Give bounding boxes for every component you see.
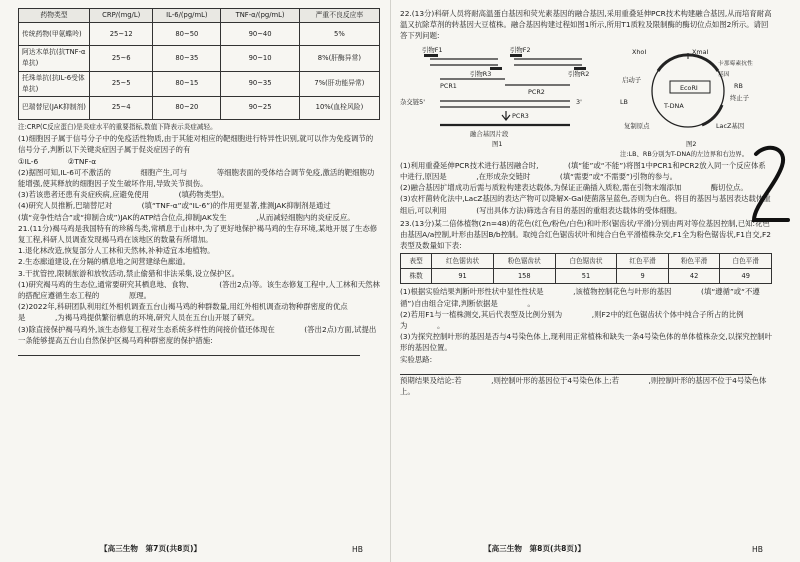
fig2-label: XmaⅠ — [692, 47, 709, 56]
left-footer-code: HB — [352, 545, 363, 554]
table-cell: 5% — [299, 23, 379, 46]
fig2-label: LacZ基因 — [716, 121, 745, 130]
fig1-label: 引物R3 — [470, 69, 492, 78]
fig1-label: 引物F2 — [510, 45, 531, 54]
figure-area — [400, 45, 772, 147]
table-cell: 25~12 — [90, 23, 153, 46]
q20-part: (4)研究人员推断,巴瑞替尼对 (填“TNF-α”或“IL-6”)的作用更显著,推测JAK抑制剂是通过 (填“竞争性结合”或“抑制合成”)JAK的ATP结合位点,抑制JAK发生 ,从而减轻细胞内的炎症反应。 — [18, 201, 361, 222]
fig2-label: RB — [734, 81, 743, 90]
table-cell: 9 — [617, 269, 669, 284]
table-cell: 80~35 — [153, 46, 221, 71]
fig1-label: PCR3 — [512, 111, 529, 120]
q22-part: (3)农杆菌转化法中,LacZ基因的表达产物可以降解X-Gal使菌落呈蓝色,否则为白色。将目的基因与基因表达载体重组后,可以利用 (写出具体方法)筛选含有目的基因的重组表达载体的受体细胞。 — [400, 194, 771, 215]
right-page — [400, 8, 772, 397]
q23-part: (1)根据实验结果判断叶形性状中显性性状是 ,该植物控制花色与叶形的基因 (填“遵循”或“不遵循”)自由组合定律,判断依据是 。 — [400, 287, 760, 308]
q23-part: (3)为探究控制叶形的基因是否与4号染色体上,现利用正常植株和缺失一条4号染色体的单体植株杂交,以探究控制叶形的基因位置。 — [400, 332, 772, 353]
q21-measure: 2.生态廊道建设,在分隔的栖息地之间营建绿色廊道。 — [18, 257, 190, 267]
q22-part: (1)利用重叠延伸PCR技术进行基因融合时, (填“能”或“不能”)将图1中PCR1和PCR2放入同一个反应体系中进行,原因是 ,在形成杂交链时 (填“需要”或“不需要”)引物的参与。 — [400, 160, 766, 182]
table-cell: 49 — [720, 269, 772, 284]
table-cell: 158 — [493, 269, 555, 284]
question-22-parts — [400, 160, 772, 216]
q21-measure: 1.退化林改造,恢复部分人工林和天然林,补种适宜本地植物。 — [18, 246, 215, 256]
q23-part: 实验思路: — [400, 354, 433, 364]
fig1-label: 引物F1 — [422, 45, 443, 54]
q22-part: (2)融合基因扩增成功后需与质粒构建表达载体,为保证正确插入质粒,需在引物末端添加 酶切位点。 — [400, 183, 748, 193]
left-page — [18, 8, 380, 356]
page-divider — [390, 0, 391, 562]
table-header: 白色锯齿状 — [555, 254, 617, 269]
fig1-label: 引物R2 — [568, 69, 590, 78]
table-row — [19, 97, 380, 120]
table-header: 表型 — [401, 254, 432, 269]
table-row — [19, 46, 380, 71]
fig1-label: 杂交链5' — [400, 97, 425, 106]
table-header: 红色锯齿状 — [432, 254, 494, 269]
table-header: TNF-α/(pg/mL) — [221, 9, 300, 23]
fig1-label: PCR1 — [440, 81, 457, 90]
phenotype-table — [400, 253, 772, 284]
fig2-caption: 图2 — [686, 139, 697, 148]
drug-table — [18, 8, 380, 120]
table-cell: 25~4 — [90, 97, 153, 120]
table-cell: 25~5 — [90, 71, 153, 96]
fig2-label: 终止子 — [730, 93, 750, 102]
table-cell: 8%(肝酶异常) — [299, 46, 379, 71]
q23-part: 预期结果及结论:若 ,则控制叶形的基因位于4号染色体上;若 ,则控制叶形的基因不位于4号染色体上。 — [400, 375, 767, 397]
q21-part: (3)除直接保护褐马鸡外,该生态修复工程对生态系统多样性的间接价值还体现在 (答出2点)方面,试提出一条能够提高五台山自然保护区褐马鸡种群密度的保护措施: — [18, 324, 377, 345]
fig1-pcr-diagram — [410, 45, 600, 141]
table-cell: 株数 — [401, 269, 432, 284]
figure-note: 注:LB、RB分别为T-DNA的左边界和右边界。 — [620, 149, 749, 158]
table-header-row — [19, 9, 380, 23]
answer-line — [18, 346, 360, 356]
q23-part: (2)若用F1与一植株测交,其后代表型及比例分别为 ,则F2中的红色锯齿状个体中纯合子所占的比例为 。 — [400, 309, 744, 331]
q23-stem: 23.(13分)某二倍体植物(2n=48)的花色(红色/粉色/白色)和叶形(锯齿状/平滑)分别由两对等位基因控制,已知:花色由基因A/a控制,叶形由基因B/b控制。取纯合红色锯齿状叶和纯合白色平滑植株杂交,F1全为粉色锯齿状,F1自交,F2表型及数量如下表: — [400, 218, 771, 251]
fig2-label: 启动子 — [622, 75, 642, 84]
table-header: 粉色平滑 — [668, 254, 720, 269]
table-cell: 25~6 — [90, 46, 153, 71]
table-cell: 90~35 — [221, 71, 300, 96]
q21-measure: 3.干扰管控,限制旅游和放牧活动,禁止偷猎和非法采集,设立保护区。 — [18, 268, 240, 278]
table-header: 药物类型 — [19, 9, 90, 23]
table-cell: 80~15 — [153, 71, 221, 96]
q20-part: (2)据图可知,IL-6可不激活的 细胞产生,可与 等细胞表面的受体结合调节免疫,激活的靶细胞功能增强,使其释放的细胞因子发生破坏作用,导致关节损伤。 — [18, 167, 375, 189]
table-cell: 90~40 — [221, 23, 300, 46]
table-cell: 10%(血栓风险) — [299, 97, 379, 120]
right-footer-code: HB — [752, 545, 763, 554]
q20-part: ①IL-6 ②TNF-α — [18, 156, 97, 166]
table-note: 注:CRP(C反应蛋白)是炎症水平的重要指标,数值下降表示炎症减轻。 — [18, 123, 217, 132]
table-cell: 90~10 — [221, 46, 300, 71]
table-row — [401, 269, 772, 284]
fig2-label: EcoRⅠ — [680, 83, 698, 92]
table-cell: 90~25 — [221, 97, 300, 120]
fig2-label: 卡那霉素抗性基因 — [718, 60, 753, 78]
fig1-label: PCR2 — [528, 87, 545, 96]
q21-part: (2)2022年,科研团队利用红外相机调查五台山褐马鸡的种群数量,用红外相机调查动物种群密度的优点是 ,为褐马鸡提供繁衍栖息的环境,研究人员在五台山开展了研究。 — [18, 302, 348, 323]
fig2-label: XhoⅠ — [632, 47, 647, 56]
table-cell: 42 — [668, 269, 720, 284]
question-21 — [18, 223, 380, 356]
table-cell: 91 — [432, 269, 494, 284]
q20-part: (1)细胞因子属于信号分子中的免疫活性物质,由于其能对相应的靶细胞进行特异性识别,就可以作为免疫调节的信号分子,判断以下关键炎症因子属于促炎症因子的有 — [18, 134, 374, 155]
table-header-row — [401, 254, 772, 269]
fig2-label: T-DNA — [664, 101, 684, 110]
table-cell: 80~20 — [153, 97, 221, 120]
table-cell: 阿达木单抗(抗TNF-α单抗) — [19, 46, 90, 71]
question-23 — [400, 218, 772, 397]
fig2-label: LB — [620, 97, 628, 106]
table-row — [19, 23, 380, 46]
table-header: 红色平滑 — [617, 254, 669, 269]
table-header: 白色平滑 — [720, 254, 772, 269]
table-row — [19, 71, 380, 96]
table-cell: 传统药物(甲氨蝶呤) — [19, 23, 90, 46]
q20-part: (3)若该患者还患有炎症疾病,应避免使用 (填药物类型)。 — [18, 190, 229, 200]
handwritten-mark-icon — [748, 140, 794, 230]
fig1-label: 融合基因片段 — [470, 129, 509, 138]
right-footer: 【高三生物 第8页(共8页)】 — [484, 544, 586, 553]
q21-stem: 21.(11分)褐马鸡是我国特有的珍稀鸟类,常栖息于山林中,为了更好地保护褐马鸡的生存环境,某地开展了生态修复工程,科研人员调查发现褐马鸡在该地区的数量有所增加。 — [18, 223, 378, 245]
fig1-caption: 图1 — [492, 139, 503, 148]
table-header: IL-6/(pg/mL) — [153, 9, 221, 23]
table-cell: 托珠单抗(抗IL-6受体单抗) — [19, 71, 90, 96]
table-cell: 巴瑞替尼(JAK抑制剂) — [19, 97, 90, 120]
table-header: CRP/(mg/L) — [90, 9, 153, 23]
table-cell: 7%(肝功能异常) — [299, 71, 379, 96]
table-cell: 80~50 — [153, 23, 221, 46]
left-footer: 【高三生物 第7页(共8页)】 — [100, 544, 202, 553]
table-header: 严重不良反应率 — [299, 9, 379, 23]
table-header: 粉色锯齿状 — [493, 254, 555, 269]
table-cell: 51 — [555, 269, 617, 284]
question-20-parts — [18, 133, 380, 223]
fig2-label: 复制原点 — [624, 121, 650, 130]
answer-line — [400, 365, 752, 375]
q22-stem: 22.(13分)科研人员将耐高温蛋白基因和荧光素基因的融合基因,采用重叠延伸PCR技术构建融合基因,从而培育耐高温又抗除草剂的转基因大豆植株。融合基因构建过程如图1所示,所用T1质粒及限制酶的酶切位点如图2所示。请回答下列问题: — [400, 9, 772, 41]
q21-part: (1)研究褐马鸡的生态位,通常要研究其栖息地、食物、 (答出2点)等。该生态修复工程中,人工林和天然林的搭配应遵循生态工程的 原理。 — [18, 279, 380, 301]
fig1-label: 3' — [576, 97, 582, 106]
